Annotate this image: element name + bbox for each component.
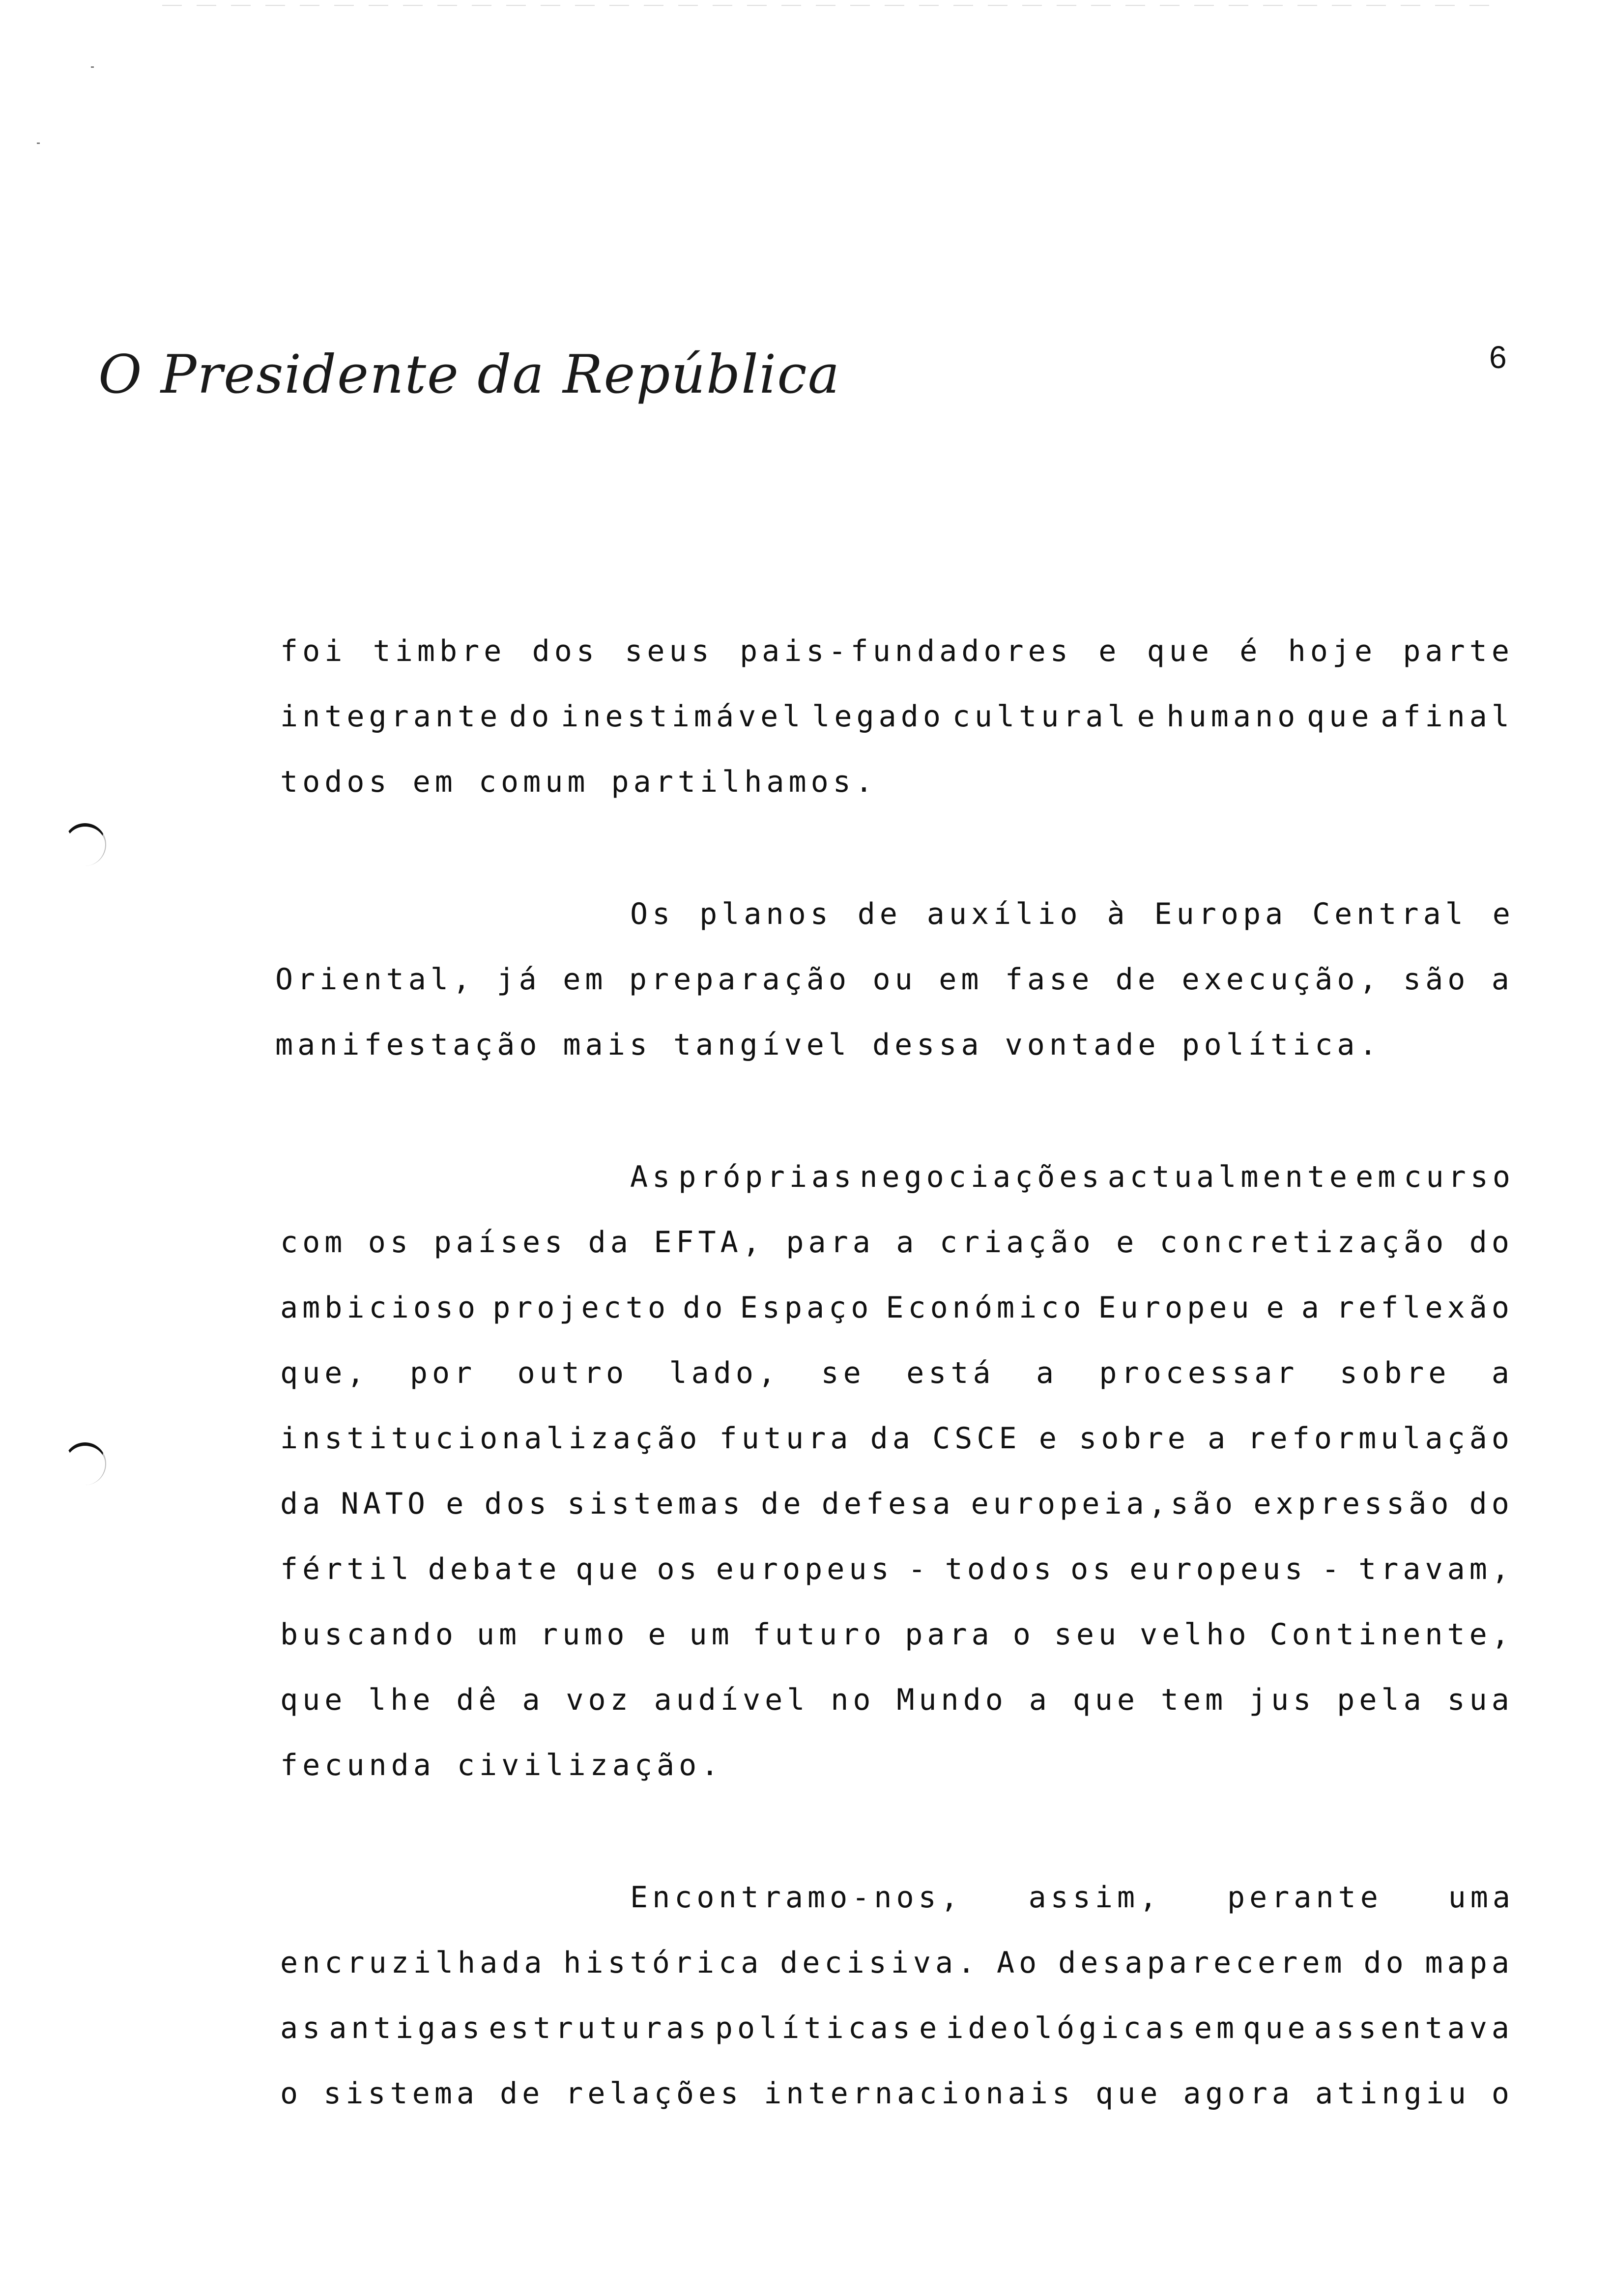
word: e: [446, 1487, 468, 1521]
word: todos: [280, 765, 391, 799]
word: tangível: [673, 1028, 851, 1062]
word: ideológicas: [946, 2011, 1190, 2045]
word: que: [1307, 699, 1374, 734]
word: em: [563, 962, 607, 997]
text-line: [280, 1421, 1514, 1456]
word: vontade: [1005, 1028, 1160, 1062]
word: dessa: [872, 1028, 983, 1062]
word: e: [1266, 1291, 1289, 1325]
word: no: [831, 1683, 875, 1717]
word: ambicioso: [280, 1291, 480, 1325]
word: lado,: [669, 1356, 780, 1390]
word: Os: [630, 897, 675, 931]
text-line: [280, 1291, 1514, 1325]
word: todos: [945, 1552, 1056, 1586]
word: e: [1492, 897, 1515, 931]
word: à: [1107, 897, 1129, 931]
word: Central: [1312, 897, 1468, 931]
word: uma: [1448, 1880, 1515, 1915]
word: e: [1038, 1421, 1061, 1456]
word: a: [1491, 962, 1514, 997]
word: do: [509, 699, 554, 734]
text-line: [280, 1683, 1514, 1717]
word: assentava: [1314, 2011, 1514, 2045]
word: a: [1036, 1356, 1059, 1390]
word: cultural: [952, 699, 1130, 734]
word: Europa: [1154, 897, 1288, 931]
word: foi: [280, 634, 347, 668]
word: travam,: [1358, 1552, 1514, 1586]
word: futuro: [752, 1617, 886, 1652]
word: um: [476, 1617, 521, 1652]
word: do: [1469, 1487, 1514, 1521]
word: da: [870, 1421, 915, 1456]
word: e: [1137, 699, 1159, 734]
word: da: [280, 1487, 325, 1521]
text-line: [280, 699, 1514, 734]
word: timbre: [373, 634, 506, 668]
text-line: [630, 1160, 1515, 1194]
word: de: [857, 897, 902, 931]
word: comum: [478, 765, 590, 799]
word: um: [689, 1617, 734, 1652]
word: concretização: [1159, 1225, 1448, 1260]
word: de: [761, 1487, 806, 1521]
word: audível: [654, 1683, 809, 1717]
word: Económico: [886, 1291, 1086, 1325]
word: velho: [1140, 1617, 1251, 1652]
word: está: [906, 1356, 995, 1390]
word: -: [908, 1552, 930, 1586]
word: histórica: [563, 1946, 763, 1980]
word: assim,: [1028, 1880, 1162, 1915]
word: seus: [625, 634, 714, 668]
word: políticas: [715, 2011, 915, 2045]
text-line: [280, 1356, 1514, 1390]
word: antigas: [329, 2011, 485, 2045]
word: que: [1095, 2076, 1162, 2111]
word: se: [821, 1356, 865, 1390]
word: estruturas: [489, 2011, 711, 2045]
word: fértil: [280, 1552, 413, 1586]
punch-hole-mark: [64, 1442, 106, 1485]
text-line: [275, 962, 1514, 997]
word: em: [1355, 1160, 1400, 1194]
text-line: [280, 1487, 1514, 1521]
word: legado: [812, 699, 945, 734]
word: preparação: [629, 962, 851, 997]
word: agora: [1183, 2076, 1294, 2111]
word: para: [786, 1225, 875, 1260]
word: dos: [484, 1487, 551, 1521]
word: sobre: [1339, 1356, 1451, 1390]
text-line: [275, 1028, 1514, 1062]
word: Oriental,: [275, 962, 475, 997]
word: auxílio: [926, 897, 1082, 931]
letterhead: O Presidente da República: [98, 344, 841, 405]
word: execução,: [1181, 962, 1382, 997]
word: que: [280, 1683, 347, 1717]
word: -: [1322, 1552, 1344, 1586]
word: a: [896, 1225, 919, 1260]
word: as: [280, 2011, 325, 2045]
word: europeus: [716, 1552, 893, 1586]
word: partilhamos.: [611, 765, 877, 799]
word: decisiva.: [780, 1946, 980, 1980]
word: da: [588, 1225, 633, 1260]
word: projecto: [492, 1291, 670, 1325]
word: sistema: [323, 2076, 479, 2111]
word: Mundo: [896, 1683, 1008, 1717]
word: CSCE: [932, 1421, 1021, 1456]
word: parte: [1403, 634, 1514, 668]
text-line: [280, 1946, 1514, 1980]
word: criação: [939, 1225, 1095, 1260]
word: As: [630, 1160, 675, 1194]
word: a: [1029, 1683, 1051, 1717]
word: os: [368, 1225, 413, 1260]
word: que: [1243, 2011, 1310, 2045]
text-line: [280, 1748, 1514, 1782]
word: mais: [563, 1028, 652, 1062]
word: dos: [532, 634, 599, 668]
word: a: [1301, 1291, 1324, 1325]
word: encruzilhada: [280, 1946, 547, 1980]
word: lhe: [368, 1683, 435, 1717]
scan-edge-artifact: [162, 5, 1489, 6]
word: Encontramo-nos,: [630, 1880, 963, 1915]
word: processar: [1099, 1356, 1299, 1390]
word: e: [1098, 634, 1121, 668]
word: hoje: [1288, 634, 1377, 668]
word: do: [683, 1291, 727, 1325]
text-line: [280, 2011, 1514, 2045]
word: para: [905, 1617, 994, 1652]
text-line: [280, 1225, 1514, 1260]
word: afinal: [1381, 699, 1514, 734]
word: o: [1491, 2076, 1514, 2111]
word: e: [648, 1617, 670, 1652]
scan-speck: [91, 66, 94, 68]
word: europeus: [1129, 1552, 1307, 1586]
word: por: [409, 1356, 477, 1390]
word: o: [1012, 1617, 1035, 1652]
word: política.: [1181, 1028, 1382, 1062]
word: Espaço: [740, 1291, 873, 1325]
word: sistemas: [567, 1487, 745, 1521]
word: em: [939, 962, 983, 997]
word: desaparecerem: [1058, 1946, 1347, 1980]
word: institucionalização: [280, 1421, 702, 1456]
word: do: [1363, 1946, 1408, 1980]
word: buscando: [280, 1617, 458, 1652]
word: internacionais: [764, 2076, 1074, 2111]
word: NATO: [341, 1487, 430, 1521]
word: fecunda: [280, 1748, 435, 1782]
word: actualmente: [1107, 1160, 1352, 1194]
word: pais-fundadores: [740, 634, 1072, 668]
word: atingiu: [1315, 2076, 1470, 2111]
word: humano: [1166, 699, 1300, 734]
word: manifestação: [275, 1028, 542, 1062]
word: fase: [1005, 962, 1094, 997]
text-line: [280, 634, 1514, 668]
word: a: [522, 1683, 545, 1717]
word: outro: [517, 1356, 629, 1390]
word: e: [919, 2011, 942, 2045]
word: defesa: [821, 1487, 955, 1521]
scan-speck: [37, 143, 40, 144]
word: Europeu: [1098, 1291, 1254, 1325]
word: o: [280, 2076, 303, 2111]
word: a: [1208, 1421, 1230, 1456]
page-number: 6: [1489, 340, 1507, 375]
word: integrante: [280, 699, 502, 734]
word: rumo: [540, 1617, 629, 1652]
text-line: [280, 765, 1514, 799]
word: países: [433, 1225, 567, 1260]
text-line: [630, 897, 1515, 931]
word: os: [1070, 1552, 1115, 1586]
word: de: [500, 2076, 545, 2111]
word: que: [576, 1552, 642, 1586]
word: curso: [1404, 1160, 1515, 1194]
word: e: [1116, 1225, 1139, 1260]
word: em: [1194, 2011, 1239, 2045]
text-line: [280, 1552, 1514, 1586]
word: inestimável: [561, 699, 805, 734]
word: com: [280, 1225, 347, 1260]
word: de: [1115, 962, 1160, 997]
text-line: [280, 2076, 1514, 2111]
word: sua: [1447, 1683, 1514, 1717]
word: negociações: [860, 1160, 1104, 1194]
word: relações: [565, 2076, 743, 2111]
word: reformulação: [1247, 1421, 1514, 1456]
word: futura: [719, 1421, 853, 1456]
word: em: [412, 765, 457, 799]
word: tem: [1160, 1683, 1228, 1717]
text-line: [630, 1880, 1515, 1915]
word: os: [657, 1552, 701, 1586]
word: dê: [456, 1683, 501, 1717]
word: a: [1491, 1356, 1514, 1390]
word: já: [496, 962, 541, 997]
word: mapa: [1425, 1946, 1514, 1980]
word: EFTA,: [654, 1225, 765, 1260]
word: próprias: [678, 1160, 856, 1194]
word: debate: [428, 1552, 561, 1586]
word: Ao: [997, 1946, 1041, 1980]
word: sobre: [1079, 1421, 1190, 1456]
word: são: [1403, 962, 1470, 997]
punch-hole-mark: [64, 823, 106, 866]
word: do: [1469, 1225, 1514, 1260]
word: que,: [280, 1356, 369, 1390]
word: planos: [699, 897, 833, 931]
word: perante: [1227, 1880, 1382, 1915]
word: ou: [872, 962, 917, 997]
word: seu: [1054, 1617, 1121, 1652]
word: civilização.: [457, 1748, 723, 1782]
word: voz: [566, 1683, 633, 1717]
word: Continente,: [1269, 1617, 1514, 1652]
word: pela: [1337, 1683, 1426, 1717]
word: europeia,são: [971, 1487, 1238, 1521]
word: que: [1147, 634, 1213, 668]
word: reflexão: [1336, 1291, 1514, 1325]
word: é: [1239, 634, 1262, 668]
word: que: [1072, 1683, 1140, 1717]
text-line: [280, 1617, 1514, 1652]
word: expressão: [1253, 1487, 1453, 1521]
word: jus: [1249, 1683, 1316, 1717]
